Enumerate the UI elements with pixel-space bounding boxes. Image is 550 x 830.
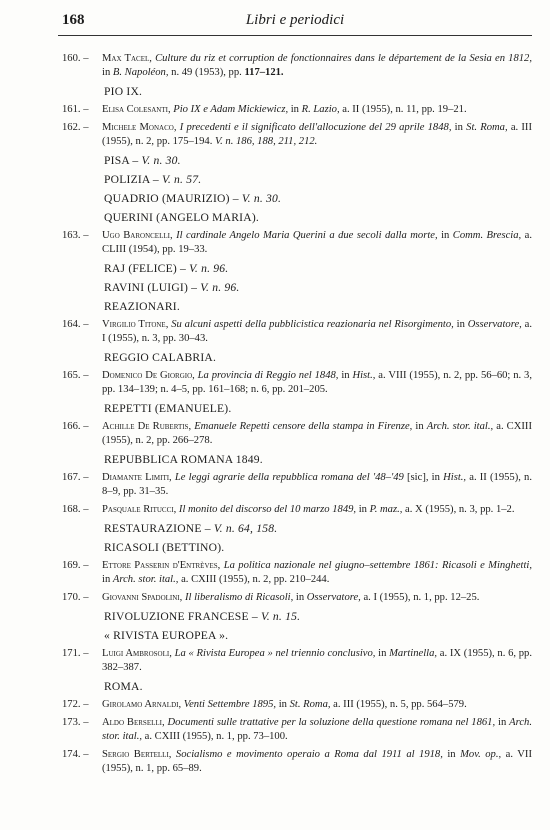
- entry-title: Il cardinale Angelo Maria Querini a due secoli dalla morte,: [172, 230, 438, 241]
- heading-text: PISA –: [104, 154, 142, 167]
- subject-heading: [58, 153, 532, 168]
- entry-title: Arch. stor. ital.,: [102, 717, 532, 742]
- subject-heading: [58, 172, 532, 187]
- entry-title: Osservatore,: [306, 592, 361, 603]
- entry-citation: in: [428, 472, 444, 483]
- entry-number: 168. –: [62, 504, 89, 515]
- entry-title: I precedenti e il significato dell'allocuzione del 29 aprile 1848,: [176, 122, 452, 133]
- entry-citation: a. VII (1955), n. 1, pp. 65–89.: [102, 749, 532, 774]
- entry-title: Il monito del discorso del 10 marzo 1849,: [176, 504, 357, 515]
- entry-text: [102, 420, 532, 448]
- entry-citation: a. I (1955), n. 1, pp. 12–25.: [360, 592, 480, 603]
- entry-text: [102, 369, 532, 397]
- entry-title: Emanuele Repetti censore della stampa in Firenze,: [191, 421, 413, 432]
- entry-number: 167. –: [62, 472, 89, 483]
- heading-text: REGGIO CALABRIA.: [104, 351, 217, 364]
- entry-citation: a. II (1955), n. 11, pp. 19–21.: [339, 104, 467, 115]
- entry-title: Pio IX e Adam Mickiewicz,: [170, 104, 289, 115]
- entry-citation: in: [276, 699, 290, 710]
- entry-title: R. Lazio,: [301, 104, 340, 115]
- header-rule: [58, 35, 532, 36]
- cross-reference: V. n. 57.: [162, 173, 202, 186]
- subject-heading: [58, 261, 532, 276]
- heading-text: PIO IX.: [104, 85, 143, 98]
- heading-text: « RIVISTA EUROPEA ».: [104, 629, 229, 642]
- entry-text: [102, 559, 532, 587]
- entry-number: 163. –: [62, 230, 89, 241]
- entry-number: 161. –: [62, 104, 89, 115]
- entry-citation: [sic],: [407, 472, 429, 483]
- entry-title: Documenti sulle trattative per la soluzione della questione romana nel 1861,: [164, 717, 496, 728]
- entry-title: Venti Settembre 1895,: [181, 699, 277, 710]
- entry-citation: in: [288, 104, 302, 115]
- entry-text: [102, 716, 532, 744]
- cross-reference: V. n. 96.: [189, 262, 229, 275]
- entry-citation: a. CLIII (1954), pp. 19–33.: [102, 230, 532, 255]
- entry-citation: in: [495, 717, 510, 728]
- entry-author: Max Tacel,: [102, 53, 152, 64]
- entry-title: Culture du riz et corruption de fonctionnaires dans le département de la Sesia en 1812,: [151, 53, 532, 64]
- entry-citation: in: [442, 749, 461, 760]
- entry-citation: in: [453, 319, 468, 330]
- bibliography-entry: [58, 121, 532, 149]
- bibliography-entry: [58, 748, 532, 776]
- entry-title: Arch. stor. ital.,: [112, 574, 179, 585]
- cross-reference: V. n. 15.: [260, 610, 301, 623]
- subject-heading: [58, 280, 532, 295]
- entry-author: Girolamo Arnaldi,: [102, 699, 182, 710]
- bibliography-entry: [58, 698, 532, 712]
- entry-author: Ettore Passerin d'Entrèves,: [102, 560, 221, 571]
- cross-reference: V. n. 30.: [141, 154, 181, 167]
- bibliography-entry: [58, 52, 532, 80]
- entry-citation: a. CXIII (1955), n. 2, pp. 210–244.: [178, 574, 330, 585]
- heading-text: RIVOLUZIONE FRANCESE –: [104, 610, 261, 623]
- cross-reference: V. n. 64, 158.: [213, 522, 278, 535]
- entry-text: [102, 503, 532, 517]
- entry-author: Aldo Berselli,: [102, 717, 165, 728]
- entry-title: Hist.,: [352, 370, 376, 381]
- bibliography-entry: [58, 471, 532, 499]
- bibliography-entry: [58, 647, 532, 675]
- entry-citation: in: [437, 230, 453, 241]
- cross-reference: V. n. 30.: [241, 192, 282, 205]
- entry-citation: in: [375, 648, 390, 659]
- bibliography-entry: [58, 716, 532, 744]
- entry-citation: a. CXIII (1955), n. 1, pp. 73–100.: [142, 731, 288, 742]
- heading-text: REPUBBLICA ROMANA 1849.: [104, 453, 263, 466]
- entry-citation: a. VIII (1955), n. 2, pp. 56–60; n. 3, pp. 134–139; n. 4–5, pp. 161–168; n. 6, pp. 201–205.: [102, 370, 533, 395]
- entry-author: Luigi Ambrosoli,: [102, 648, 172, 659]
- entry-author: Domenico De Giorgio,: [102, 370, 195, 381]
- bibliography-entry: [58, 420, 532, 448]
- entry-title: Il liberalismo di Ricasoli,: [182, 592, 294, 603]
- entry-text: [102, 698, 532, 712]
- entry-citation: in: [102, 67, 113, 78]
- entry-text: [102, 318, 532, 346]
- entry-number: 170. –: [62, 592, 89, 603]
- entry-number: 162. –: [62, 122, 89, 133]
- bibliography-entry: [58, 503, 532, 517]
- entry-citation: a. III (1955), n. 5, pp. 564–579.: [330, 699, 467, 710]
- entry-text: [102, 52, 532, 80]
- entry-title: Comm. Brescia,: [452, 230, 522, 241]
- entry-number: 173. –: [62, 717, 89, 728]
- subject-heading: [58, 350, 532, 365]
- entry-title: La « Rivista Europea » nel triennio conclusivo,: [171, 648, 376, 659]
- entry-citation: in: [293, 592, 307, 603]
- page-number: 168: [62, 12, 85, 28]
- bibliography-entry: [58, 591, 532, 605]
- subject-heading: [58, 521, 532, 536]
- bibliography-entry: [58, 318, 532, 346]
- entry-title: La provincia di Reggio nel 1848,: [194, 370, 339, 381]
- subject-heading: [58, 609, 532, 624]
- subject-heading: [58, 452, 532, 467]
- entry-title: V. n. 186, 188, 211, 212.: [215, 136, 318, 147]
- subject-heading: [58, 679, 532, 694]
- entry-citation: in: [356, 504, 370, 515]
- entry-citation: 117–121.: [244, 67, 284, 78]
- entry-text: [102, 647, 532, 675]
- entry-author: Pasquale Ritucci,: [102, 504, 177, 515]
- bibliography-body: [58, 52, 532, 780]
- entry-author: Michele Monaco,: [102, 122, 177, 133]
- heading-text: RAJ (FELICE) –: [104, 262, 190, 275]
- heading-text: REPETTI (EMANUELE).: [104, 402, 232, 415]
- entry-title: B. Napoléon,: [112, 67, 169, 78]
- bibliography-entry: [58, 103, 532, 117]
- running-title: Libri e periodici: [245, 12, 345, 28]
- entry-author: Achille De Rubertis,: [102, 421, 192, 432]
- entry-title: Martinella,: [389, 648, 438, 659]
- entry-author: Elisa Colesanti,: [102, 104, 171, 115]
- entry-number: 165. –: [62, 370, 89, 381]
- entry-title: Arch. stor. ital.,: [426, 421, 494, 432]
- entry-author: Diamante Limiti,: [102, 472, 172, 483]
- heading-text: RESTAURAZIONE –: [104, 522, 214, 535]
- heading-text: REAZIONARI.: [104, 300, 180, 313]
- entry-author: Giovanni Spadolini,: [102, 592, 183, 603]
- heading-text: RICASOLI (BETTINO).: [104, 541, 225, 554]
- entry-title: Mov. op.,: [460, 749, 502, 760]
- heading-text: POLIZIA –: [104, 173, 163, 186]
- running-header: [62, 12, 528, 32]
- entry-title: Socialismo e movimento operaio a Roma dal 1911 al 1918,: [171, 749, 443, 760]
- entry-title: St. Roma,: [289, 699, 331, 710]
- entry-title: Su alcuni aspetti della pubblicistica reazionaria nel Risorgimento,: [168, 319, 454, 330]
- entry-citation: a. II (1955), n. 8–9, pp. 31–35.: [102, 472, 533, 497]
- bibliography-entry: [58, 369, 532, 397]
- entry-citation: a. X (1955), n. 3, pp. 1–2.: [402, 504, 515, 515]
- entry-citation: a. III (1955), n. 2, pp. 175–194.: [102, 122, 532, 147]
- subject-heading: [58, 299, 532, 314]
- subject-heading: [58, 540, 532, 555]
- entry-citation: a. IX (1955), n. 6, pp. 382–387.: [102, 648, 532, 673]
- entry-text: [102, 591, 532, 605]
- entry-text: [102, 229, 532, 257]
- entry-title: St. Roma,: [466, 122, 508, 133]
- entry-title: Hist.,: [443, 472, 467, 483]
- entry-title: Le leggi agrarie della repubblica romana del '48–'49: [171, 472, 408, 483]
- entry-number: 174. –: [62, 749, 89, 760]
- entry-number: 160. –: [62, 53, 89, 64]
- entry-citation: in: [412, 421, 427, 432]
- entry-number: 172. –: [62, 699, 89, 710]
- subject-heading: [58, 628, 532, 643]
- entry-citation: n. 49 (1953), pp.: [168, 67, 245, 78]
- heading-text: QUADRIO (MAURIZIO) –: [104, 192, 242, 205]
- entry-text: [102, 471, 532, 499]
- subject-heading: [58, 84, 532, 99]
- subject-heading: [58, 210, 532, 225]
- entry-citation: a. I (1955), n. 3, pp. 30–43.: [102, 319, 533, 344]
- subject-heading: [58, 191, 532, 206]
- entry-title: Osservatore,: [467, 319, 522, 330]
- entry-title: La politica nazionale nel giugno–settembre 1861: Ricasoli e Minghetti,: [220, 560, 532, 571]
- entry-text: [102, 103, 532, 117]
- entry-author: Sergio Bertelli,: [102, 749, 172, 760]
- entry-author: Virgilio Titone,: [102, 319, 169, 330]
- entry-citation: in: [451, 122, 467, 133]
- entry-number: 169. –: [62, 560, 89, 571]
- heading-text: QUERINI (ANGELO MARIA).: [104, 211, 259, 224]
- entry-citation: a. CXIII (1955), n. 2, pp. 266–278.: [102, 421, 532, 446]
- entry-author: Ugo Baroncelli,: [102, 230, 173, 241]
- entry-text: [102, 121, 532, 149]
- entry-title: P. maz.,: [369, 504, 403, 515]
- bibliography-entry: [58, 229, 532, 257]
- subject-heading: [58, 401, 532, 416]
- heading-text: RAVINI (LUIGI) –: [104, 281, 201, 294]
- entry-citation: in: [102, 574, 113, 585]
- bibliography-entry: [58, 559, 532, 587]
- heading-text: ROMA.: [104, 680, 143, 693]
- entry-number: 166. –: [62, 421, 89, 432]
- entry-text: [102, 748, 532, 776]
- entry-citation: in: [338, 370, 353, 381]
- entry-number: 164. –: [62, 319, 89, 330]
- cross-reference: V. n. 96.: [200, 281, 240, 294]
- entry-number: 171. –: [62, 648, 89, 659]
